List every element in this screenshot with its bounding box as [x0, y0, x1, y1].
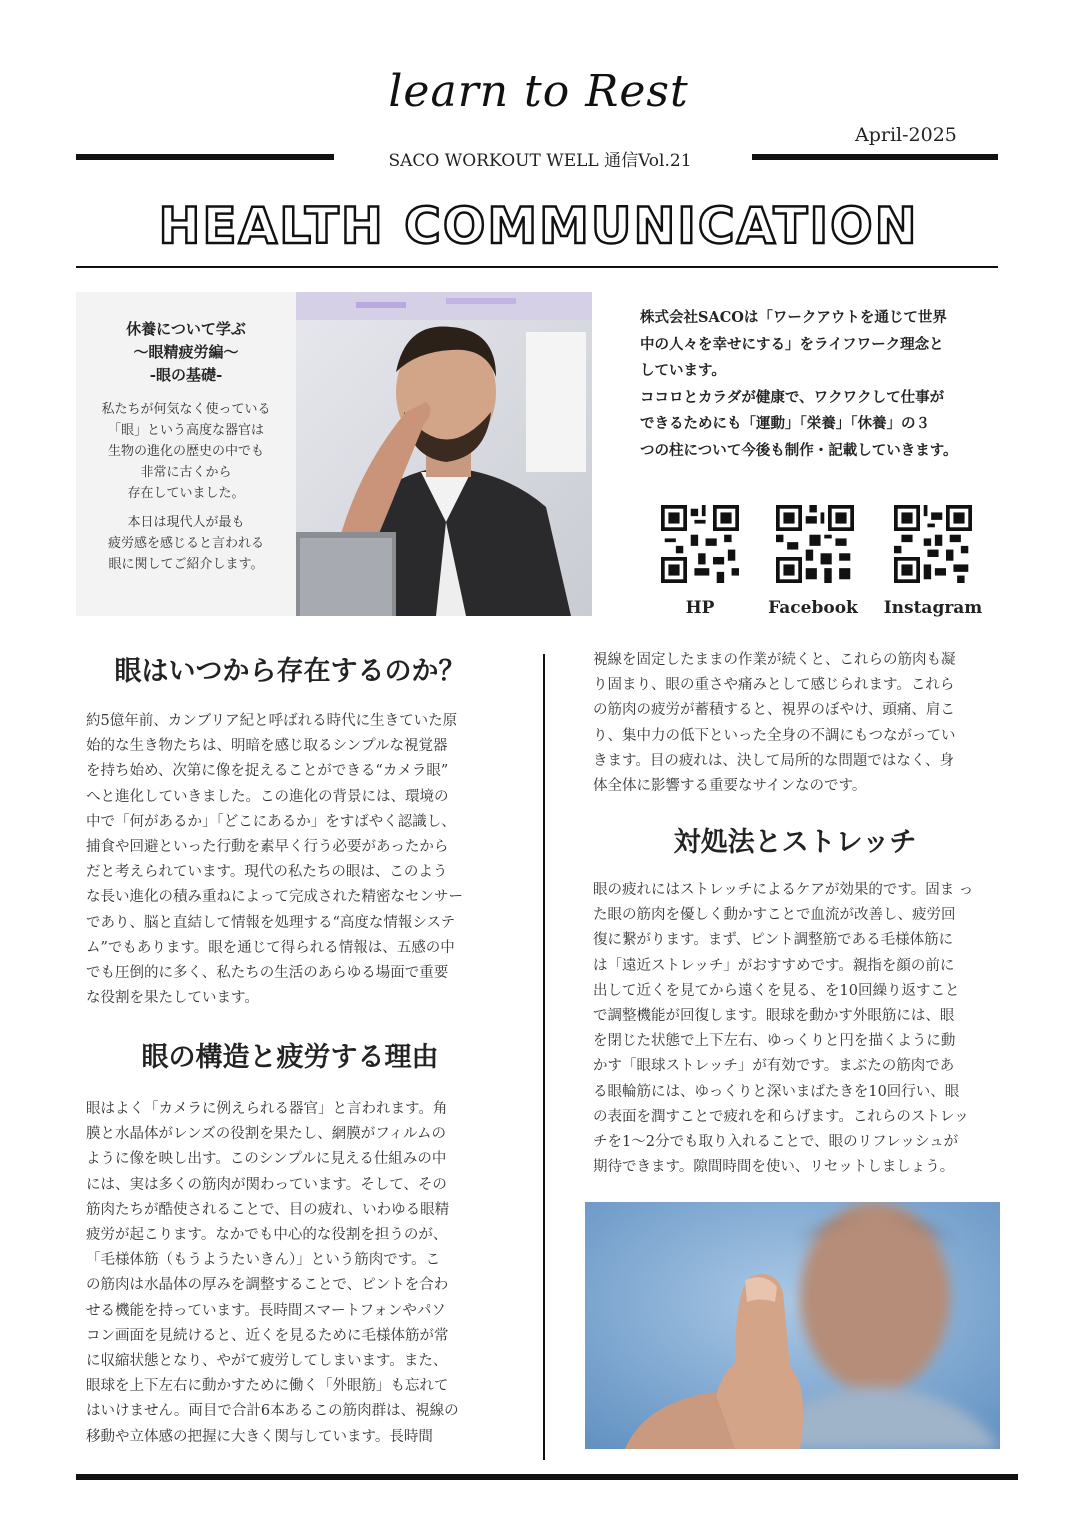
- body-line: へと進化していきました。この進化の背景には、環境の: [86, 788, 449, 805]
- hero-body-line: 非常に古くから: [140, 465, 232, 480]
- body-line: 眼はよく「カメラに例えられる器官」と言われます。角: [86, 1101, 448, 1117]
- section3-heading: 対処法とストレッチ: [673, 827, 917, 858]
- hp-qr-code[interactable]: [661, 505, 739, 583]
- section2-continued: [593, 648, 1001, 799]
- section3-body: [593, 878, 1001, 1180]
- body-line: はいけません。両目で合計6本あるこの筋肉群は、視線の: [86, 1403, 459, 1420]
- facebook-label[interactable]: Facebook: [768, 598, 858, 618]
- body-line: には、実は多くの筋肉が関わっています。そして、その: [86, 1176, 447, 1193]
- body-line: 約5億年前、カンブリア紀と呼ばれる時代に生きていた原: [86, 713, 458, 729]
- body-line: 始的な生き物たちは、明暗を感じ取るシンプルな視覚器: [86, 738, 448, 755]
- body-line: 眼の疲れにはストレッチによるケアが効果的です。固ま っ: [593, 882, 974, 898]
- body-line: り、集中力の低下といった全身の不調にもつながってい: [593, 727, 956, 744]
- thumb-stretch-photo: [585, 1202, 1000, 1449]
- body-line: を閉じた状態で上下左右、ゆっくりと円を描くように動: [593, 1033, 956, 1050]
- tired-man-photo: [296, 292, 592, 616]
- body-line: を持ち始め、次第に像を捉えることができる“カメラ眼”: [86, 763, 449, 780]
- hero-body-line: 私たちが何気なく使っている: [101, 402, 271, 417]
- body-line: きます。目の疲れは、決して局所的な問題ではなく、身: [593, 752, 955, 769]
- body-line: だと考えられています。現代の私たちの眼は、このよう: [86, 864, 448, 881]
- hero-body-line: 疲労感を感じると言われる: [107, 536, 264, 551]
- body-line: に収縮状態となり、やがて疲労してしまいます。また、: [86, 1353, 448, 1370]
- hero-text-block: [76, 292, 296, 616]
- hero-panel: [76, 292, 592, 616]
- intro-line: つの柱について今後も制作・記載していきます。: [640, 441, 958, 459]
- body-line: であり、脳と直結して情報を処理する“高度な情報システ: [86, 914, 456, 931]
- body-line: る眼輪筋には、ゆっくりと深いまばたきを10回行い、眼: [593, 1083, 960, 1100]
- hero-body-2: [76, 512, 296, 575]
- instagram-label[interactable]: Instagram: [883, 598, 983, 618]
- body-line: 疲労が起こります。なかでも中心的な役割を担うのが、: [86, 1227, 448, 1244]
- header-rule-right: [752, 154, 998, 160]
- section2-body: [86, 1097, 506, 1450]
- body-line: の筋肉の疲労が蓄積すると、視界のぼやけ、頭痛、肩こ: [593, 702, 955, 719]
- body-line: 捕食や回避といった行動を素早く行う必要があったから: [86, 839, 449, 856]
- intro-line: できるためにも「運動」「栄養」「休養」の３: [640, 415, 930, 432]
- body-line: 膜と水晶体がレンズの役割を果たし、網膜がフィルムの: [86, 1126, 446, 1143]
- header-rule-left: [76, 154, 334, 160]
- body-line: かす「眼球ストレッチ」が有効です。まぶたの筋肉であ: [593, 1058, 955, 1075]
- body-line: な長い進化の積み重ねによって完成された精密なセンサー: [86, 889, 463, 906]
- company-intro: [640, 305, 1000, 464]
- body-line: は「遠近ストレッチ」がおすすめです。親指を顔の前に: [593, 957, 955, 974]
- body-line: 中で「何があるか」「どこにあるか」をすばやく認識し、: [86, 813, 456, 830]
- body-line: 筋肉たちが酷使されることで、目の疲れ、いわゆる眼精: [86, 1201, 450, 1218]
- title-underline: [76, 266, 998, 268]
- body-line: の表面を潤すことで疲れを和らげます。これらのストレッ: [593, 1108, 969, 1125]
- body-line: 復に繋がります。まず、ピント調整筋である毛様体筋に: [593, 932, 954, 949]
- footer-rule: [76, 1474, 1018, 1480]
- body-line: の筋肉は水晶体の厚みを調整することで、ピントを合わ: [86, 1277, 449, 1294]
- main-title: HEALTH COMMUNICATION: [158, 197, 919, 255]
- hero-body-line: 本日は現代人が最も: [127, 515, 245, 530]
- instagram-qr-code[interactable]: [894, 505, 972, 583]
- facebook-qr-code[interactable]: [776, 505, 854, 583]
- hero-body: [76, 399, 296, 504]
- section2-heading: 眼の構造と疲労する理由: [141, 1042, 439, 1073]
- intro-line: ココロとカラダが健康で、ワクワクして仕事が: [640, 388, 945, 406]
- body-line: 体全体に影響する重要なサインなのです。: [593, 778, 867, 795]
- body-line: ム”でもあります。眼を通じて得られる情報は、五感の中: [86, 939, 455, 956]
- body-line: せる機能を持っています。長時間スマートフォンやパソ: [86, 1302, 446, 1319]
- hero-body-line: 眼に関してご紹介します。: [108, 557, 264, 572]
- hero-body-line: 生物の進化の歴史の中でも: [107, 444, 264, 459]
- issue-date: April-2025: [855, 124, 957, 146]
- body-line: 視線を固定したままの作業が続くと、これらの筋肉も凝: [593, 652, 956, 668]
- body-line: り固まり、眼の重さや痛みとして感じられます。これら: [593, 677, 955, 694]
- hero-heading-line: 休養について学ぶ: [126, 320, 246, 338]
- body-line: でも圧倒的に多く、私たちの生活のあらゆる場面で重要: [86, 965, 449, 982]
- newsletter-subtitle: SACO WORKOUT WELL 通信Vol.21: [388, 151, 692, 171]
- hero-heading-line: 〜眼精疲労編〜: [133, 343, 239, 361]
- body-line: 移動や立体感の把握に大きく関与しています。長時間: [86, 1428, 433, 1445]
- intro-line: 中の人々を幸せにする」をライフワーク理念と: [640, 335, 944, 353]
- column-divider: [543, 654, 545, 1460]
- body-line: な役割を果たしています。: [86, 990, 259, 1007]
- body-line: 出して近くを見てから遠くを見る、を10回繰り返すこと: [593, 982, 960, 999]
- body-line: 「毛様体筋（もうようたいきん）」という筋肉です。こ: [86, 1252, 441, 1269]
- body-line: た眼の筋肉を優しく動かすことで血流が改善し、疲労回: [593, 907, 956, 924]
- intro-line: 株式会社SACOは「ワークアウトを通じて世界: [640, 309, 947, 326]
- hero-body-line: 「眼」という高度な器官は: [107, 423, 264, 438]
- hero-heading-line: -眼の基礎-: [149, 366, 223, 384]
- body-line: チを1〜2分でも取り入れることで、眼のリフレッシュが: [593, 1134, 959, 1151]
- hero-body-line: 存在していました。: [127, 486, 245, 501]
- hero-heading: [76, 318, 296, 387]
- body-line: 期待できます。隙間時間を使い、リセットしましょう。: [593, 1159, 955, 1176]
- section1-heading: 眼はいつから存在するのか？: [114, 656, 466, 687]
- hp-label[interactable]: HP: [685, 598, 715, 618]
- body-line: コン画面を見続けると、近くを見るために毛様体筋が常: [86, 1327, 449, 1344]
- body-line: ように像を映し出す。このシンプルに見える仕組みの中: [86, 1151, 447, 1168]
- script-title: learn to Rest: [388, 66, 689, 117]
- section1-body: [86, 709, 506, 1011]
- body-line: 眼球を上下左右に動かすために働く「外眼筋」も忘れて: [86, 1378, 449, 1395]
- body-line: で調整機能が回復します。眼球を動かす外眼筋には、眼: [593, 1008, 955, 1025]
- intro-line: しています。: [640, 362, 726, 379]
